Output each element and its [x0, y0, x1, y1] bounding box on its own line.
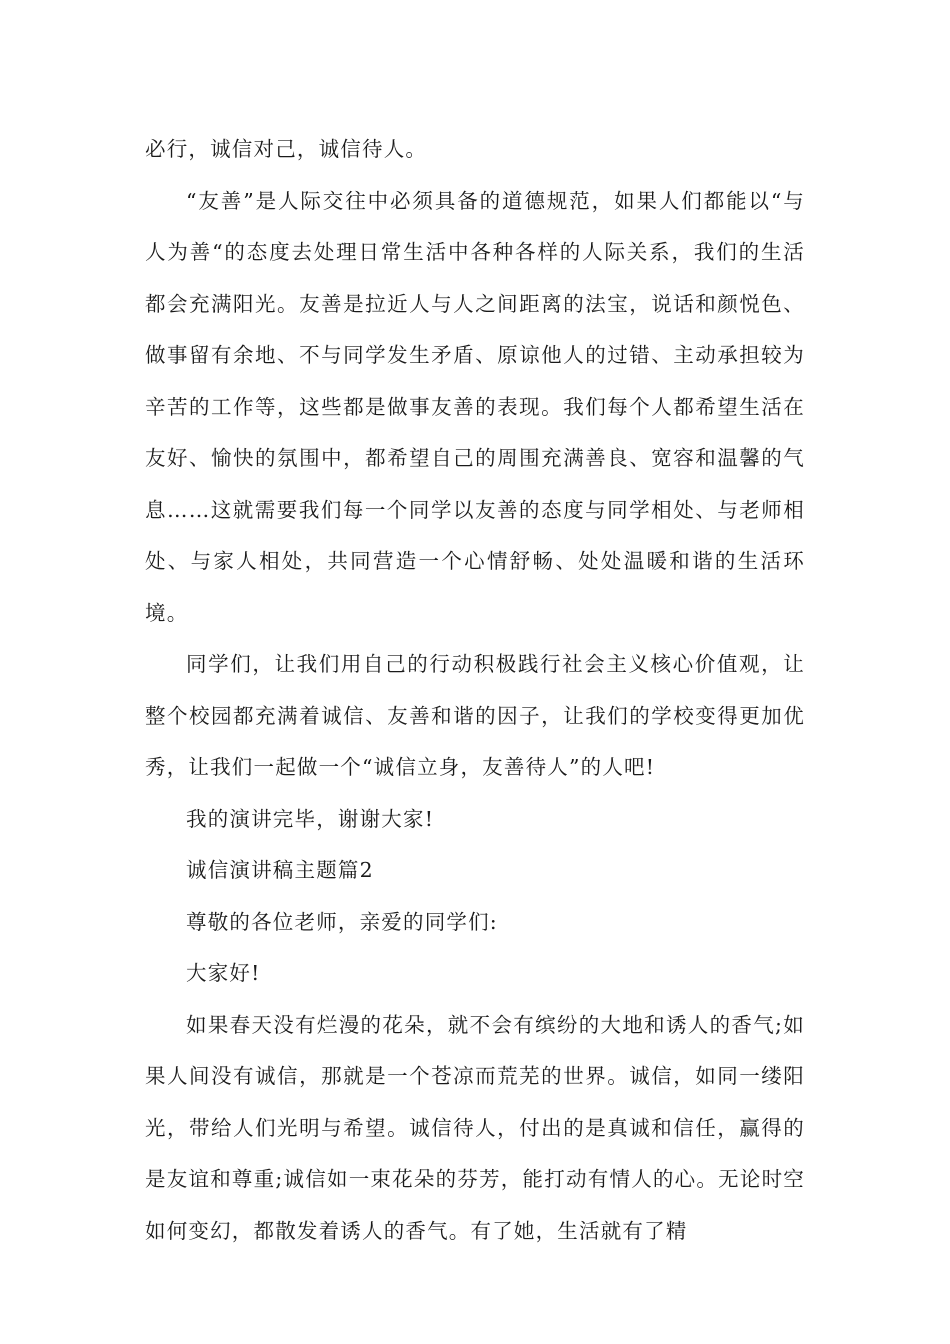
paragraph-greeting: 大家好! [186, 961, 261, 985]
paragraph-salutation: 尊敬的各位老师，亲爱的同学们: [186, 909, 498, 934]
document-body [145, 124, 805, 1257]
paragraph-continuation: 必行，诚信对己，诚信待人。 [145, 137, 428, 161]
paragraph-closing: 我的演讲完毕，谢谢大家! [186, 806, 435, 831]
paragraph-friendliness: “友善”是人际交往中必须具备的道德规范，如果人们都能以“与人为善“的态度去处理日常生活中各种各样的人际关系，我们的生活都会充满阳光。友善是拉近人与人之间距离的法宝，说话和颜悦色、做事留有余地、不与同学发生矛盾、原谅他人的过错、主动承担较为辛苦的工作等，这些都是做事友善的表现。我们每个人都希望生活在友好、愉快的氛围中，都希望自己的周围充满善良、宽容和温馨的气息……这就需要我们每一个同学以友善的态度与同学相处、与老师相处、与家人相处，共同营造一个心情舒畅、处处温暖和谐的生活环境。 [145, 188, 805, 625]
paragraph-call-to-action: 同学们，让我们用自己的行动积极践行社会主义核心价值观，让整个校园都充满着诚信、友善和谐的因子，让我们的学校变得更加优秀，让我们一起做一个“诚信立身，友善待人”的人吧! [145, 652, 805, 779]
paragraph-spring-metaphor: 如果春天没有烂漫的花朵，就不会有缤纷的大地和诱人的香气;如果人间没有诚信，那就是一个苍凉而荒芜的世界。诚信，如同一缕阳光，带给人们光明与希望。诚信待人，付出的是真诚和信任，赢得的是友谊和尊重;诚信如一束花朵的芬芳，能打动有情人的心。无论时空如何变幻，都散发着诱人的香气。有了她，生活就有了精 [145, 1012, 805, 1243]
section-heading: 诚信演讲稿主题篇2 [186, 858, 374, 882]
